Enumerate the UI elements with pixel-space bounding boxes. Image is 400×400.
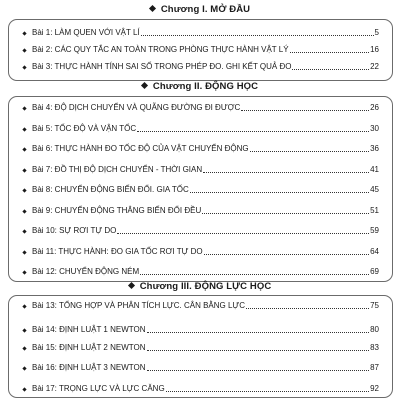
- page-number: 51: [370, 205, 379, 215]
- dot-leader: [203, 172, 369, 173]
- chapter-2-lesson-box: [8, 96, 393, 282]
- lesson-title: Bài 10: SỰ RƠI TỰ DO: [32, 226, 117, 235]
- toc-entry-lesson-7[interactable]: [23, 163, 379, 175]
- toc-entry-lesson-1[interactable]: [23, 26, 379, 38]
- page-number: 22: [370, 62, 379, 71]
- dot-leader: [204, 254, 369, 255]
- page-number: 80: [370, 325, 379, 334]
- lesson-title: Bài 1: LÀM QUEN VỚI VẬT LÍ: [32, 28, 140, 37]
- lesson-title: Bài 7: ĐỒ THỊ ĐỘ DỊCH CHUYỂN - THỜI GIAN: [32, 164, 203, 174]
- dot-leader: [141, 35, 374, 36]
- toc-entry-lesson-15[interactable]: [23, 341, 379, 353]
- page-number: 30: [370, 123, 379, 133]
- diamond-bullet-icon: [22, 65, 26, 69]
- dot-leader: [117, 233, 369, 234]
- diamond-bullet-icon: [22, 387, 26, 391]
- diamond-bullet-icon: [141, 82, 148, 89]
- toc-entry-lesson-9[interactable]: [23, 204, 379, 216]
- toc-entry-lesson-6[interactable]: [23, 142, 379, 154]
- page-number: 83: [370, 343, 379, 352]
- lesson-title: Bài 15: ĐỊNH LUẬT 2 NEWTON: [32, 343, 146, 352]
- page-number: 41: [370, 164, 379, 174]
- page-number: 26: [370, 103, 379, 112]
- dot-leader: [241, 110, 369, 111]
- lesson-title: Bài 6: THỰC HÀNH ĐO TỐC ĐỘ CỦA VẬT CHUYỂN ĐỘNG: [32, 144, 249, 153]
- chapter-3-title: Chương III. ĐỘNG LỰC HỌC: [139, 281, 272, 292]
- toc-entry-lesson-2[interactable]: [23, 43, 379, 55]
- dot-leader: [147, 370, 370, 371]
- chapter-1-heading: [0, 3, 400, 17]
- page-number: 92: [370, 384, 379, 393]
- diamond-bullet-icon: [22, 188, 26, 192]
- diamond-bullet-icon: [22, 147, 26, 151]
- toc-entry-lesson-14[interactable]: [23, 323, 379, 335]
- lesson-title: Bài 17: TRỌNG LỰC VÀ LỰC CĂNG: [32, 384, 165, 393]
- lesson-title: Bài 3: THỰC HÀNH TÍNH SAI SỐ TRONG PHÉP ĐO. GHI KẾT QUẢ ĐO: [32, 62, 292, 71]
- chapter-3-heading: [0, 280, 400, 294]
- lesson-title: Bài 9: CHUYỂN ĐỘNG THẲNG BIẾN ĐỔI ĐỀU: [32, 205, 202, 215]
- page-number: 69: [370, 267, 379, 276]
- diamond-bullet-icon: [149, 5, 156, 12]
- dot-leader: [147, 332, 370, 333]
- dot-leader: [202, 213, 369, 214]
- lesson-title: Bài 12: CHUYỂN ĐỘNG NÉM: [32, 267, 140, 276]
- toc-entry-lesson-5[interactable]: [23, 122, 379, 134]
- diamond-bullet-icon: [22, 328, 26, 332]
- lesson-title: Bài 8: CHUYỂN ĐỘNG BIẾN ĐỔI. GIA TỐC: [32, 185, 189, 194]
- chapter-2-heading: [0, 80, 400, 94]
- lesson-title: Bài 2: CÁC QUY TẮC AN TOÀN TRONG PHÒNG THỰC HÀNH VẬT LÝ: [32, 45, 289, 54]
- page-number: 64: [370, 246, 379, 256]
- toc-entry-lesson-13[interactable]: [23, 299, 379, 311]
- chapter-3-lesson-box: [8, 295, 393, 398]
- dot-leader: [140, 274, 369, 275]
- toc-entry-lesson-12[interactable]: [23, 265, 379, 277]
- toc-entry-lesson-4[interactable]: [23, 101, 379, 113]
- lesson-title: Bài 11: THỰC HÀNH: ĐO GIA TỐC RƠI TỰ DO: [32, 246, 203, 256]
- lesson-title: Bài 16: ĐỊNH LUẬT 3 NEWTON: [32, 363, 146, 372]
- dot-leader: [292, 69, 369, 70]
- page-number: 5: [374, 28, 379, 37]
- diamond-bullet-icon: [22, 270, 26, 274]
- page-number: 75: [370, 301, 379, 310]
- diamond-bullet-icon: [22, 366, 26, 370]
- chapter-1-title: Chương I. MỞ ĐẦU: [160, 4, 251, 15]
- dot-leader: [147, 350, 370, 351]
- dot-leader: [250, 151, 369, 152]
- dot-leader: [166, 391, 369, 392]
- diamond-bullet-icon: [22, 106, 26, 110]
- diamond-bullet-icon: [22, 168, 26, 172]
- lesson-title: Bài 13: TỔNG HỢP VÀ PHÂN TÍCH LỰC. CÂN BẰNG LỰC: [32, 301, 246, 310]
- diamond-bullet-icon: [22, 127, 26, 131]
- chapter-2-title: Chương II. ĐỘNG HỌC: [152, 81, 259, 92]
- diamond-bullet-icon: [128, 282, 135, 289]
- toc-entry-lesson-10[interactable]: [23, 224, 379, 236]
- diamond-bullet-icon: [22, 304, 26, 308]
- toc-entry-lesson-17[interactable]: [23, 382, 379, 394]
- dot-leader: [246, 308, 369, 309]
- page-number: 59: [370, 226, 379, 235]
- lesson-title: Bài 14: ĐỊNH LUẬT 1 NEWTON: [32, 325, 146, 334]
- diamond-bullet-icon: [22, 48, 26, 52]
- page-number: 16: [370, 45, 379, 54]
- page-number: 45: [370, 185, 379, 194]
- dot-leader: [290, 52, 370, 53]
- dot-leader: [137, 131, 369, 132]
- diamond-bullet-icon: [22, 346, 26, 350]
- dot-leader: [190, 192, 369, 193]
- toc-entry-lesson-3[interactable]: [23, 60, 379, 72]
- page-number: 36: [370, 144, 379, 153]
- lesson-title: Bài 4: ĐỘ DỊCH CHUYỂN VÀ QUÃNG ĐƯỜNG ĐI ĐƯỢC: [32, 103, 241, 112]
- diamond-bullet-icon: [22, 250, 26, 254]
- diamond-bullet-icon: [22, 31, 26, 35]
- toc-entry-lesson-8[interactable]: [23, 183, 379, 195]
- page-number: 87: [370, 363, 379, 372]
- diamond-bullet-icon: [22, 209, 26, 213]
- chapter-1-lesson-box: [8, 19, 393, 81]
- lesson-title: Bài 5: TỐC ĐỘ VÀ VẬN TỐC: [32, 123, 137, 133]
- toc-entry-lesson-16[interactable]: [23, 361, 379, 373]
- diamond-bullet-icon: [22, 229, 26, 233]
- toc-entry-lesson-11[interactable]: [23, 245, 379, 257]
